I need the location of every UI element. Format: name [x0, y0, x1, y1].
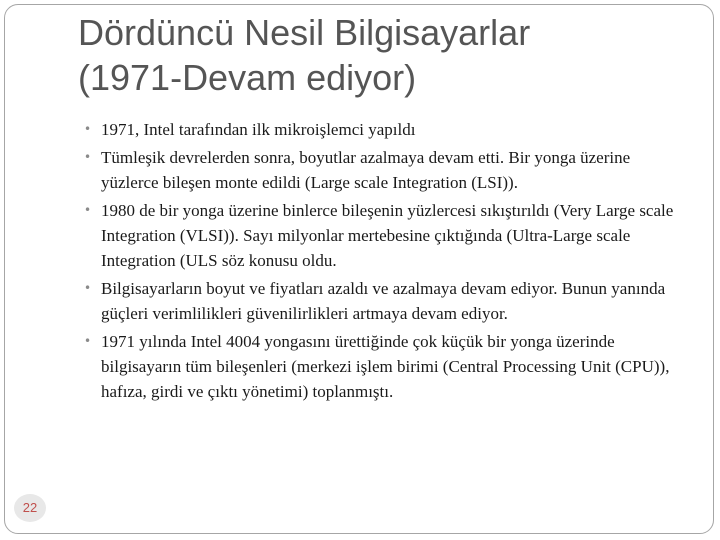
bullet-marker: •: [84, 281, 92, 295]
bullet-item: [84, 329, 674, 404]
title-line-1: Dördüncü Nesil Bilgisayarlar: [78, 12, 531, 53]
bullet-item: [84, 117, 674, 142]
slide-title: [78, 10, 678, 100]
bullet-text: 1971, Intel tarafından ilk mikroişlemci yapıldı: [101, 120, 416, 139]
bullet-marker: •: [84, 122, 92, 136]
bullet-text: Tümleşik devrelerden sonra, boyutlar azalmaya devam etti. Bir yonga üzerine yüzlerce bileşen monte edildi (Large scale Integration (LSI)).: [101, 148, 631, 192]
bullet-item: [84, 276, 674, 326]
title-line-2: (1971-Devam ediyor): [78, 57, 417, 98]
bullet-text: 1980 de bir yonga üzerine binlerce bileşenin yüzlercesi sıkıştırıldı (Very Large scale Integration (VLSI)). Sayı milyonlar mertebesine çıktığında (Ultra-Large scale Integration (ULS söz konusu oldu.: [101, 201, 674, 270]
bullet-marker: •: [84, 334, 92, 348]
bullet-text: Bilgisayarların boyut ve fiyatları azaldı ve azalmaya devam ediyor. Bunun yanında güçleri verimlilikleri güvenilirlikleri artmaya devam ediyor.: [101, 279, 666, 323]
bullet-text: 1971 yılında Intel 4004 yongasını ürettiğinde çok küçük bir yonga üzerinde bilgisayarın tüm bileşenleri (merkezi işlem birimi (Central Processing Unit (CPU)), hafıza, girdi ve çıktı yönetimi) toplanmıştı.: [101, 332, 670, 401]
bullet-list: [84, 117, 674, 407]
bullet-marker: •: [84, 203, 92, 217]
bullet-marker: •: [84, 150, 92, 164]
page-number: 22: [14, 494, 46, 522]
bullet-item: [84, 145, 674, 195]
bullet-item: [84, 198, 674, 273]
